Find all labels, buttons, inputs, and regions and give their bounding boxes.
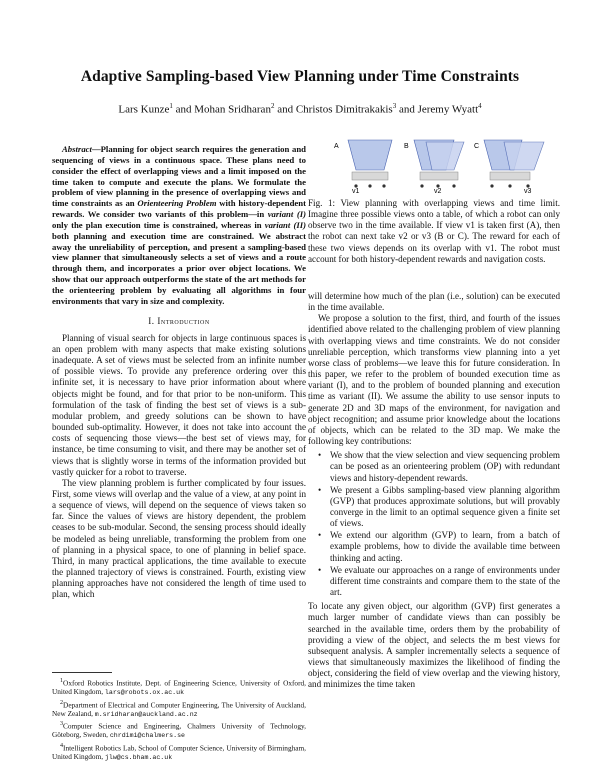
figure-panel-a — [334, 140, 392, 194]
list-item: • We present a Gibbs sampling-based view planning algorithm (GVP) that produces approximate solutions, but will provably converge in the limit to an optimal sequence given a finite set of views. — [308, 485, 560, 530]
intro-paragraph-1: Planning of visual search for objects in large continuous spaces is an open problem with many aspects that make existing solutions inadequate. A set of views must be selected from an infinite number of possible views. To provide any preference ordering over this infinite set, it is necessary to have prior information about where objects might be found, and for that prior to be non-uniform. This formulation of the task of finding the best set of views is a sub-modular problem, and greedy solutions can be shown to have bounded sub-optimality. However, it does not take into account the costs of sequencing those views—the best set of views may, for instance, be time consuming to visit, and there may be another set of views that is slightly worse in terms of the information provided but vastly quicker for a robot to traverse. — [52, 332, 306, 477]
footnote-mark: 4 — [60, 742, 64, 749]
author-name: Jeremy Wyatt — [417, 103, 479, 116]
view-frustum — [348, 140, 392, 170]
footnote-email: m.sridharan@auckland.ac.nz — [94, 710, 198, 718]
left-column — [52, 144, 306, 601]
contribution-list — [308, 450, 560, 598]
author-name: Mohan Sridharan — [194, 103, 271, 116]
author-separator: and — [396, 103, 418, 116]
table-shape — [420, 172, 458, 180]
abstract-lead: Abstract — [62, 144, 92, 154]
view-label: v3 — [524, 188, 532, 194]
view-point — [508, 184, 511, 187]
figure-panel-b — [404, 140, 464, 194]
author-name: Lars Kunze — [118, 103, 170, 116]
abstract-text: both planning and execution time are constrained. We abstract away the unreliability of perception, and present a sampling-based view planner that simultaneously selects a set of views and a route through them, and incorporates a prior over object locations. We show that our approach outperforms the state of the art methods for the orienteering problem by evaluating all algorithms in four environments that vary in size and complexity. — [52, 230, 306, 306]
panel-label: B — [404, 143, 409, 150]
author-mark: 3 — [392, 102, 397, 110]
footnote-mark: 1 — [60, 678, 64, 684]
footnote — [52, 742, 306, 763]
footnote-rule — [52, 672, 112, 673]
view-point — [382, 184, 385, 187]
abstract-emphasis: Orienteering Problem — [137, 198, 217, 209]
footnote-text: Oxford Robotics Institute, Dept. of Engineering Science, University of Oxford, United Kingdom, — [52, 678, 306, 697]
abstract-text: Planning for object search requires the generation and sequencing of views in a continuous space. These plans need to consider the effect of overlapping views and a limit imposed on the time taken to compute and execute the plans. We formulate the problem of view planning in the presence of overlapping views and time constraints as an — [52, 144, 306, 209]
paper-title: Adaptive Sampling-based View Planning under Time Constraints — [80, 68, 520, 85]
view-point — [420, 184, 423, 187]
list-item: • We evaluate our approaches on a range of environments under different time constraints and compare them to the state of the art. — [308, 565, 560, 598]
view-point — [452, 184, 455, 187]
footnote-text: Intelligent Robotics Lab, School of Computer Science, University of Birmingham, United Kingdom, — [52, 743, 306, 761]
author-separator: and — [172, 103, 195, 116]
footnote — [52, 699, 306, 720]
footnote-email: chrdimi@chalmers.se — [109, 732, 186, 740]
abstract-text: with history-dependent rewards. We consider two variants of this problem—in — [52, 198, 306, 220]
author-list — [0, 102, 600, 116]
author-mark: 1 — [169, 102, 173, 110]
abstract-emphasis: variant (II) — [264, 219, 306, 230]
author-name: Christos Dimitrakakis — [295, 103, 393, 116]
contribution-intro-paragraph: We propose a solution to the first, third, and fourth of the issues identified above related to the challenging problem of view planning with overlapping views and time constraints. We do not consider unreliable perception, which transforms view planning into a yet worse class of problems—we leave this for future consideration. In this paper, we refer to the problem of bounded execution time as variant (I), and to the problem of bounded planning and execution time as variant (II). We assume the ability to use sensor inputs to generate 2D and 3D maps of the environment, for navigation and object recognition; and assume prior knowledge about the locations of objects, which can be related to the 3D map. We make the following key contributions: — [308, 313, 560, 447]
footnote-email: jlw@cs.bham.ac.uk — [104, 753, 173, 761]
footnote-text: Computer Science and Engineering, Chalmers University of Technology, Göteborg, Sweden, — [52, 721, 306, 740]
list-item: • We show that the view selection and view sequencing problem can be posed as an orienteering problem (OP) with redundant views and history-dependent rewards. — [308, 450, 560, 483]
panel-label: A — [334, 143, 339, 150]
panel-label: C — [474, 143, 480, 150]
footnote-mark: 3 — [60, 721, 64, 728]
author-separator: and — [274, 103, 296, 116]
view-point — [368, 184, 371, 187]
right-column — [308, 291, 560, 690]
intro-paragraph-2: The view planning problem is further complicated by four issues. First, some views will overlap and the value of a view, at any point in a sequence of views, will depend on the sequence of views taken so far. Since the values of views are history dependent, the problem ceases to be sub-modular. Second, the sensing process should ideally be modeled as being unreliable, transforming the problem from one of planning in a physical space, to one of planning in belief space. Third, in many practical applications, the time available to execute the planned trajectory of views is constrained. Fourth, existing view planning approaches have not considered the length of time used to plan, which — [52, 477, 306, 600]
footnote — [52, 677, 306, 698]
author-mark: 4 — [478, 102, 482, 110]
abstract-dash: — — [91, 144, 101, 154]
section-heading-introduction: I. Introduction — [148, 315, 210, 326]
abstract-emphasis: variant (I) — [267, 209, 306, 220]
view-point — [490, 184, 493, 187]
footnote-email: lars@robots.ox.ac.uk — [104, 689, 185, 697]
author-mark: 2 — [270, 102, 275, 110]
table-shape — [352, 172, 388, 180]
continued-paragraph: will determine how much of the plan (i.e., solution) can be executed in the time available. — [308, 291, 560, 313]
footnote — [52, 720, 306, 741]
view-frustum-overlap — [426, 142, 464, 170]
figure-caption: Fig. 1: View planning with overlapping views and time limit. Imagine three possible views onto a table, of which a robot can only observe two in the time available. If view v1 is taken first (A), then the robot can next take v2 or v3 (B or C). The reward for each of these two views depends on its overlap with v1. The robot must account for both history-dependent rewards and navigation costs. — [308, 198, 560, 264]
figure-1 — [308, 138, 560, 194]
footnote-mark: 2 — [60, 699, 64, 706]
list-item: • We extend our algorithm (GVP) to learn, from a batch of example problems, how to divide the available time between thinking and acting. — [308, 530, 560, 563]
table-shape — [490, 172, 530, 180]
abstract — [52, 144, 306, 307]
view-label: v2 — [434, 188, 442, 194]
algorithm-paragraph: To locate any given object, our algorithm (GVP) first generates a much larger number of candidate views than can possibly be searched in the available time, orders them by the probability of providing a view of the object, and selects the m best views for subsequent analysis. A sampler incrementally selects a sequence of views that simultaneously maximizes the likelihood of finding the object, considering the field of view overlap and the viewing history, and minimizes the time taken — [308, 601, 560, 690]
figure-panel-c — [474, 140, 544, 194]
footnote-text: Department of Electrical and Computer Engineering, The University of Auckland, New Zealand, — [52, 700, 306, 718]
footnotes — [52, 672, 306, 763]
view-label: v1 — [352, 188, 360, 194]
view-frustum-overlap — [504, 142, 544, 170]
abstract-text: only the plan execution time is constrained, whereas in — [52, 219, 265, 230]
